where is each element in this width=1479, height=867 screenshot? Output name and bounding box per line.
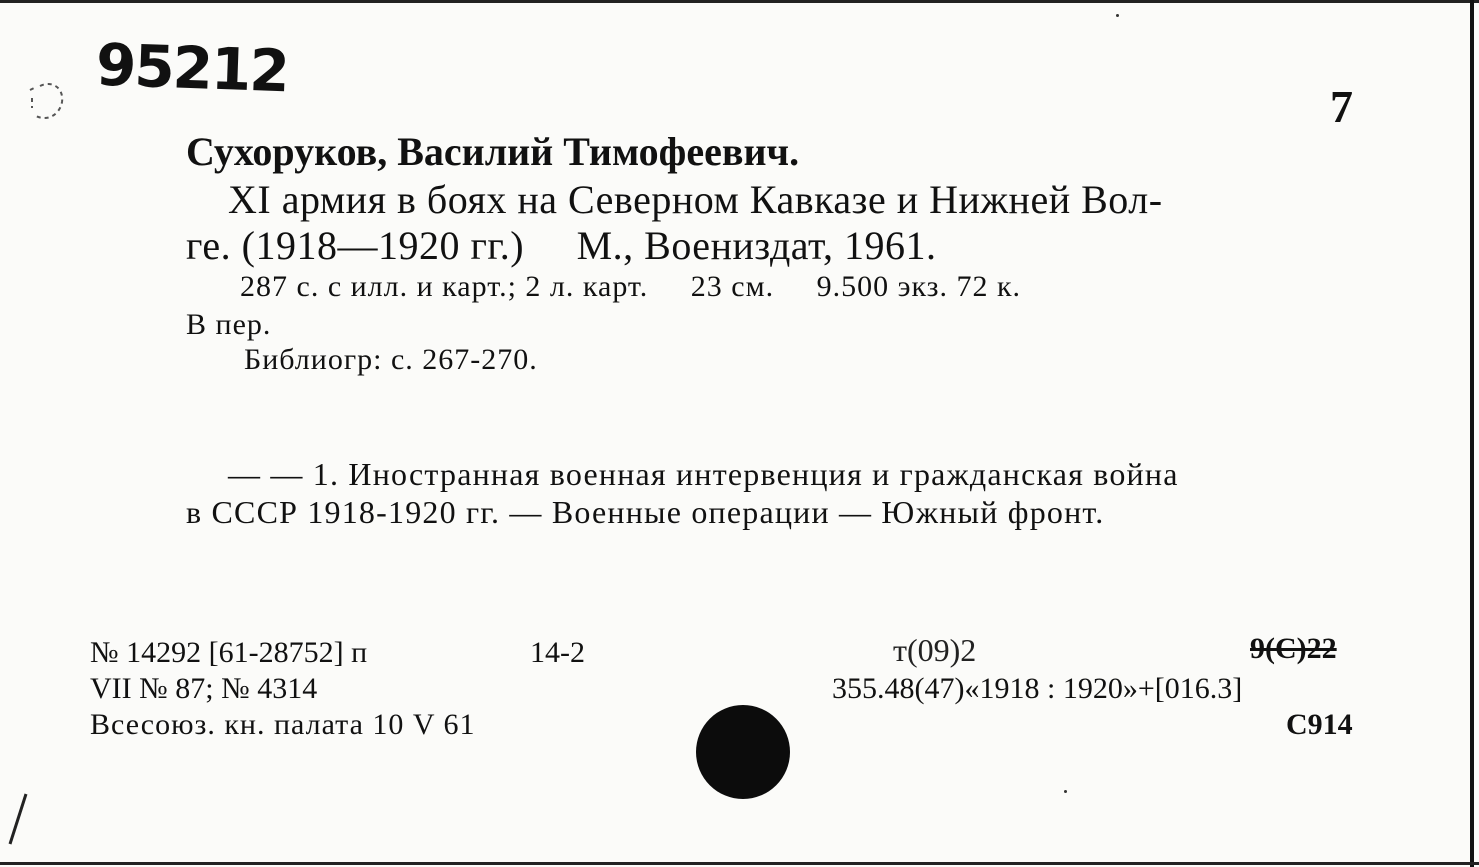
subject-heading-line-2: в СССР 1918-1920 гг. — Военные операции — Южный фронт.: [186, 494, 1105, 530]
registration-line-3: Всесоюз. кн. палата 10 V 61: [90, 708, 476, 741]
card-number: 7: [1330, 81, 1353, 132]
card-top-edge: [0, 0, 1479, 3]
paper-speck: [1116, 14, 1119, 17]
struck-classification: 9(С)22: [1250, 632, 1337, 665]
physical-description: 287 с. с илл. и карт.; 2 л. карт. 23 см. 9.500 экз. 72 к.: [240, 270, 1022, 303]
handwritten-accession-number: 95212: [94, 30, 289, 106]
author-heading: Сухоруков, Василий Тимофеевич.: [186, 129, 800, 174]
pencil-mark-icon: [22, 76, 82, 126]
card-right-edge: [1470, 0, 1474, 867]
title-line-2: ге. (1918—1920 гг.) М., Воениздат, 1961.: [186, 223, 937, 268]
udc-classification: 355.48(47)«1918 : 1920»+[016.3]: [832, 672, 1243, 705]
registration-line-2: VII № 87; № 4314: [90, 672, 318, 705]
pencil-slash-icon: [4, 790, 34, 850]
card-bottom-edge: [0, 862, 1479, 865]
title-line-1: XI армия в боях на Северном Кавказе и Нижней Вол-: [228, 177, 1163, 222]
paper-speck: [1064, 790, 1067, 793]
subject-heading-line-1: — — 1. Иностранная военная интервенция и гражданская война: [228, 456, 1179, 492]
punch-hole: [696, 705, 790, 799]
registration-line-1: № 14292 [61-28752] п: [90, 636, 368, 669]
handwritten-classification: т(09)2: [893, 632, 977, 668]
registration-code: 14-2: [530, 636, 585, 669]
cutter-number: С914: [1286, 708, 1353, 741]
bibliography-note: Библиогр: с. 267-270.: [244, 343, 538, 376]
binding-note: В пер.: [186, 308, 272, 341]
